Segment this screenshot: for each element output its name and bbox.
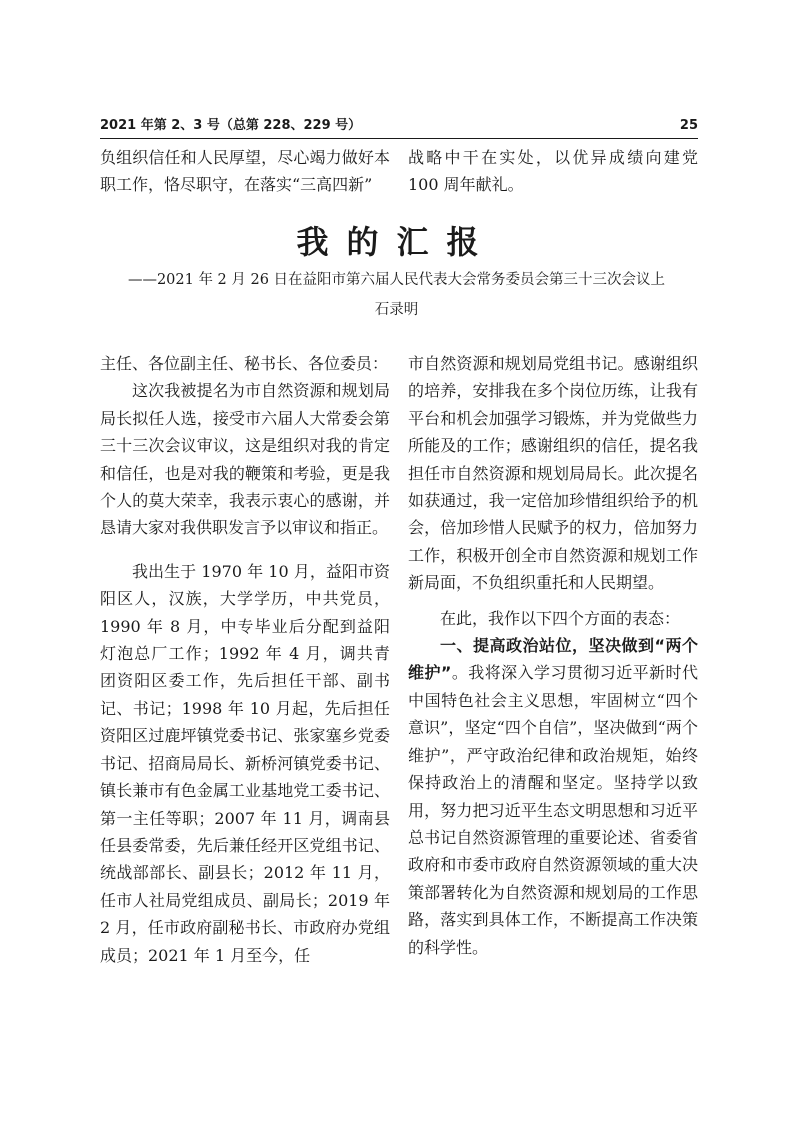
body-paragraph: 市自然资源和规划局党组书记。感谢组织的培养，安排我在多个岗位历练，让我有平台和机会加强学习锻炼，并为党做些力所能及的工作；感谢组织的信任，提名我担任市自然资源和规划局局长。此次提名如获通过，我一定倍加珍惜组织给予的机会，倍加珍惜人民赋予的权力，倍加努力工作，积极开创全市自然资源和规划工作新局面，不负组织重托和人民期望。: [408, 354, 698, 593]
continuation-right-column: [408, 144, 698, 199]
section-body: 。我将深入学习贯彻习近平新时代中国特色社会主义思想，牢固树立“四个意识”，坚定“四个自信”，坚决做到“两个维护”，严守政治纪律和政治规矩，始终保持政治上的清醒和坚定。坚持学以致用，努力把习近平生态文明思想和习近平总书记自然资源管理的重要论述、省委省政府和市委市政府自然资源领域的重大决策部署转化为自然资源和规划局的工作思路，落实到具体工作，不断提高工作决策的科学性。: [408, 663, 698, 957]
salutation: 主任、各位副主任、秘书长、各位委员：: [100, 354, 389, 373]
page-number: 25: [679, 118, 698, 133]
article-author: 石录明: [374, 302, 419, 318]
continuation-left-text: 负组织信任和人民厚望，尽心竭力做好本职工作，恪尽职守，在落实“三高四新”: [100, 148, 390, 195]
body-paragraph: [408, 632, 698, 961]
body-paragraph: 在此，我作以下四个方面的表态：: [440, 608, 681, 628]
body-paragraph: 我出生于 1970 年 10 月，益阳市资阳区人，汉族，大学学历，中共党员，1990 年 8 月，中专毕业后分配到益阳灯泡总厂工作；1992 年 4 月，调共青团资阳区委工作，先后担任干部、副书记、书记；1998 年 10 月起，先后担任资阳区过鹿坪镇党委书记、张家塞乡党委书记、招商局局长、新桥河镇党委书记、镇长兼市有色金属工业基地党工委书记、第一主任等职；2007 年 11 月，调南县任县委常委，先后兼任经开区党组书记、统战部部长、副县长；2012 年 11 月，任市人社局党组成员、副局长；2019 年 2 月，任市政府副秘书长、市政府办党组成员；2021 年 1 月至今，任: [100, 561, 390, 965]
continuation-right-text: 战略中干在实处，以优异成绩向建党 100 周年献礼。: [408, 148, 698, 195]
section-heading: 一、提高政治站位，坚决做到“两个维护”: [408, 636, 698, 683]
article-title: 我的汇报: [296, 223, 497, 261]
issue-label: 2021 年第 2、3 号（总第 228、229 号）: [100, 118, 362, 133]
body-left-column: [100, 350, 390, 969]
article-subtitle: ——2021 年 2 月 26 日在益阳市第六届人民代表大会常务委员会第三十三次会议上: [127, 272, 666, 288]
body-right-column: [408, 350, 698, 961]
running-header: [100, 118, 698, 139]
continuation-left-column: [100, 144, 390, 199]
body-paragraph: 这次我被提名为市自然资源和规划局局长拟任人选，接受市六届人大常委会第三十三次会议审议，这是组织对我的肯定和信任，也是对我的鞭策和考验，更是我个人的莫大荣幸，我表示衷心的感谢，并恳请大家对我供职发言予以审议和指正。: [100, 381, 390, 538]
